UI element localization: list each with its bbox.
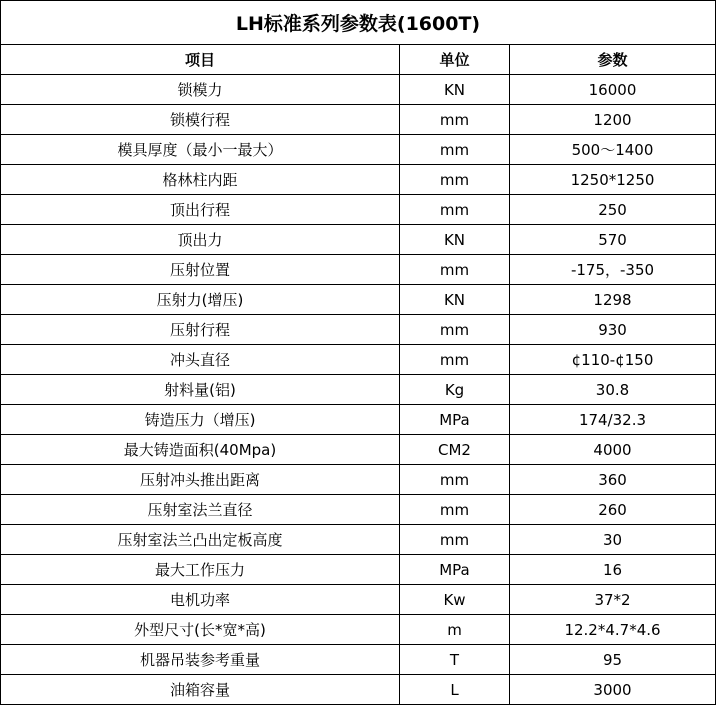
row-unit: mm [400, 525, 510, 555]
row-item: 压射位置 [1, 255, 400, 285]
row-unit: mm [400, 135, 510, 165]
row-value: 570 [510, 225, 716, 255]
table-row [1, 105, 716, 135]
table-row [1, 585, 716, 615]
row-item: 模具厚度（最小一最大） [1, 135, 400, 165]
row-item: 机器吊装参考重量 [1, 645, 400, 675]
row-item: 压射室法兰直径 [1, 495, 400, 525]
table-row [1, 225, 716, 255]
row-unit: KN [400, 225, 510, 255]
row-unit: MPa [400, 555, 510, 585]
row-item: 外型尺寸(长*宽*高) [1, 615, 400, 645]
row-unit: m [400, 615, 510, 645]
row-value: 30 [510, 525, 716, 555]
row-unit: Kg [400, 375, 510, 405]
row-value: ¢110-¢150 [510, 345, 716, 375]
row-item: 最大铸造面积(40Mpa) [1, 435, 400, 465]
row-item: 冲头直径 [1, 345, 400, 375]
table-row [1, 675, 716, 705]
row-item: 锁模行程 [1, 105, 400, 135]
header-value: 参数 [510, 45, 716, 75]
row-item: 油箱容量 [1, 675, 400, 705]
row-value: 37*2 [510, 585, 716, 615]
table-row [1, 345, 716, 375]
table-row [1, 315, 716, 345]
row-value: 4000 [510, 435, 716, 465]
row-item: 压射行程 [1, 315, 400, 345]
row-unit: L [400, 675, 510, 705]
row-value: 12.2*4.7*4.6 [510, 615, 716, 645]
row-item: 锁模力 [1, 75, 400, 105]
row-unit: mm [400, 495, 510, 525]
row-value: 930 [510, 315, 716, 345]
row-item: 最大工作压力 [1, 555, 400, 585]
row-value: 174/32.3 [510, 405, 716, 435]
row-value: 1200 [510, 105, 716, 135]
header-item: 项目 [1, 45, 400, 75]
row-unit: KN [400, 285, 510, 315]
table-row [1, 165, 716, 195]
row-item: 顶出行程 [1, 195, 400, 225]
table-row [1, 465, 716, 495]
row-unit: mm [400, 105, 510, 135]
row-value: 260 [510, 495, 716, 525]
row-unit: CM2 [400, 435, 510, 465]
row-unit: mm [400, 195, 510, 225]
row-unit: mm [400, 165, 510, 195]
row-unit: T [400, 645, 510, 675]
row-item: 压射力(增压) [1, 285, 400, 315]
row-value: 500～1400 [510, 135, 716, 165]
table-row [1, 435, 716, 465]
row-value: 3000 [510, 675, 716, 705]
table-row [1, 645, 716, 675]
row-value: 16 [510, 555, 716, 585]
row-unit: mm [400, 345, 510, 375]
table-row [1, 525, 716, 555]
table-row [1, 75, 716, 105]
row-item: 压射冲头推出距离 [1, 465, 400, 495]
row-value: 95 [510, 645, 716, 675]
row-value: 250 [510, 195, 716, 225]
row-unit: mm [400, 315, 510, 345]
header-unit: 单位 [400, 45, 510, 75]
row-unit: MPa [400, 405, 510, 435]
table-row [1, 195, 716, 225]
table-row [1, 405, 716, 435]
title-row [1, 1, 716, 45]
header-row [1, 45, 716, 75]
table-row [1, 255, 716, 285]
row-unit: mm [400, 255, 510, 285]
table-row [1, 285, 716, 315]
row-unit: mm [400, 465, 510, 495]
row-value: 30.8 [510, 375, 716, 405]
row-item: 铸造压力（增压) [1, 405, 400, 435]
row-item: 电机功率 [1, 585, 400, 615]
row-item: 顶出力 [1, 225, 400, 255]
table-row [1, 555, 716, 585]
row-value: 1250*1250 [510, 165, 716, 195]
row-item: 射料量(铝) [1, 375, 400, 405]
table-row [1, 375, 716, 405]
row-value: -175，-350 [510, 255, 716, 285]
row-unit: Kw [400, 585, 510, 615]
row-value: 16000 [510, 75, 716, 105]
row-item: 格林柱内距 [1, 165, 400, 195]
row-value: 360 [510, 465, 716, 495]
row-item: 压射室法兰凸出定板高度 [1, 525, 400, 555]
table-title: LH标准系列参数表(1600T) [1, 1, 716, 45]
table-row [1, 135, 716, 165]
row-unit: KN [400, 75, 510, 105]
row-value: 1298 [510, 285, 716, 315]
table-row [1, 495, 716, 525]
table-row [1, 615, 716, 645]
